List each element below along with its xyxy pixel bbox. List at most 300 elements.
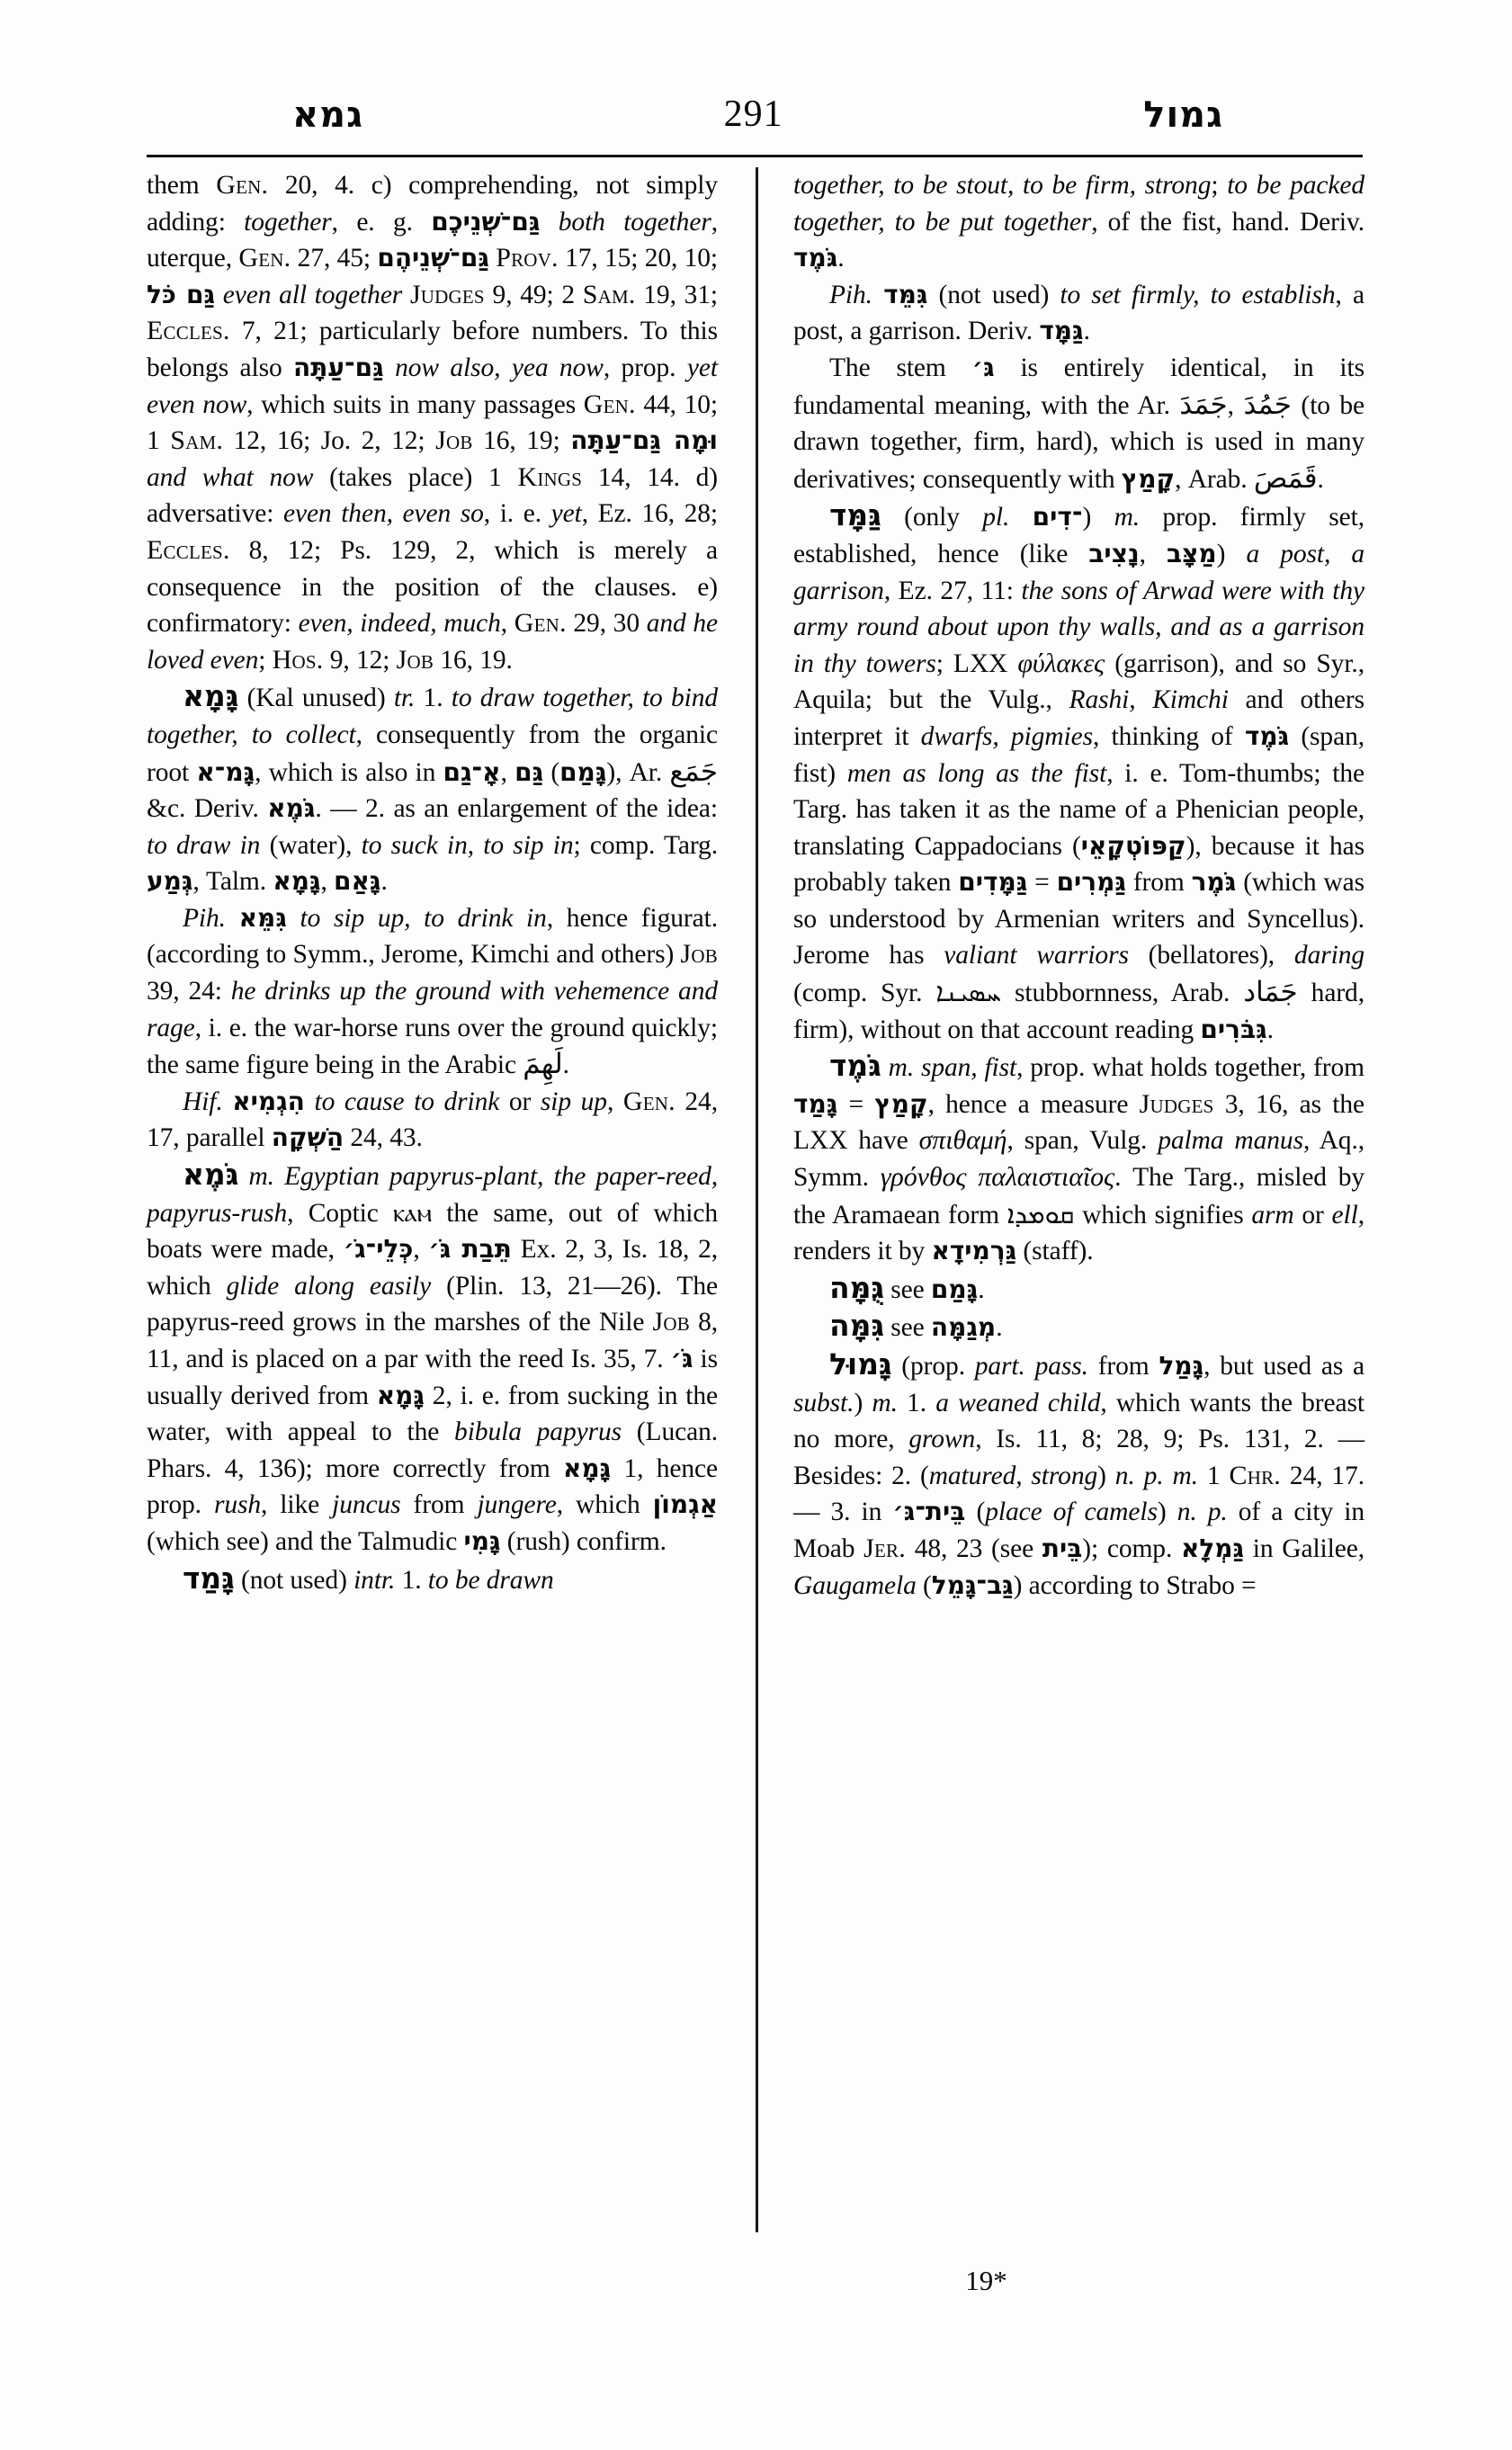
gloss-text: bibula papyrus [454,1417,622,1447]
hebrew-word: תֵּבַת גֹּ׳ [428,1234,512,1265]
right-column [775,167,1364,2263]
scripture-reference: Judges [1139,1088,1214,1119]
gloss-text: m. [872,1388,898,1417]
body-text: . [1317,464,1324,494]
entry-paragraph [793,497,1364,1048]
body-text: 7, 21; particularly before numbers. To this belongs also [147,317,718,382]
body-text: , Arab. [1175,464,1254,494]
body-text: , which wants the breast no more, [793,1388,1364,1454]
header-rule [147,155,1363,157]
hebrew-word: גּ׳ [971,352,995,382]
body-text: 1. [897,1388,936,1417]
hebrew-word: גָּמַד [793,1088,838,1119]
scripture-reference: Eccles. [147,316,230,346]
body-text: in Galilee, [1244,1533,1365,1563]
body-text: 9, 49; 2 [484,280,583,309]
body-text: , i. e. the war-horse runs over the ground quickly; the same figure being in the Arabic [147,1013,718,1080]
scripture-reference: Kings [517,461,583,492]
hebrew-word: גְּמַע [147,866,193,897]
body-text: , a post, a garrison. Deriv. [793,280,1364,346]
body-columns [147,167,1366,2263]
body-text [215,281,223,309]
scripture-reference: Judges [409,279,485,309]
hebrew-word: גִּבֹּרִים [1200,1014,1267,1044]
body-text: , Ez. 16, 28; [581,499,719,529]
body-text: 1. [395,1565,428,1595]
body-text: , [413,1235,429,1265]
entry-paragraph [147,1560,718,1599]
body-text: (Kal unused) [238,684,394,713]
body-text: . [380,867,388,897]
body-text: 1, hence prop. [147,1453,718,1520]
body-text [402,281,410,309]
hebrew-word: גָּמָא [563,1453,612,1483]
body-text: , which suits in many passages [246,389,584,419]
body-text: , [537,1162,554,1192]
entry-paragraph [147,1084,718,1157]
entry-paragraph [147,1157,718,1560]
body-text [384,353,395,382]
body-text: , [1139,539,1168,568]
coptic-word: ⲕⲁⲙ [393,1197,432,1228]
body-text: 48, 23 (see [905,1533,1042,1563]
body-text: &c. Deriv. [147,794,268,824]
scripture-reference: Gen. [238,243,291,273]
body-text: , which [556,1490,653,1520]
gloss-text: pl. [982,503,1010,532]
hebrew-word: גָּמִי [463,1525,501,1556]
gloss-text: both together [558,207,711,237]
scripture-reference: Job [435,425,473,456]
hebrew-word: קָמַץ [1121,463,1176,494]
entry-paragraph [147,678,718,900]
body-text: (rush) confirm. [500,1526,667,1556]
gloss-text: part. pass. [974,1352,1088,1381]
body-text [914,1053,921,1082]
body-text: 27, 45; [291,244,378,273]
hebrew-word: גָּמ־א [196,756,255,787]
hebrew-word: קָמַץ [874,1088,928,1119]
body-text: . [978,1274,985,1304]
body-text: 14, 14. d) adversative: [147,462,718,529]
scripture-reference: Job [396,644,434,675]
gloss-text: he drinks up the ground with vehemence and rage [147,977,718,1042]
body-text: hard, firm), without on that account reading [793,979,1364,1044]
hebrew-word: ־דִים [1032,502,1083,532]
hebrew-word: גָּמַם [559,756,607,787]
body-text: the same, out of which boats were made, [147,1198,719,1265]
body-text: , Aq., Symm. [793,1126,1364,1193]
body-text: , Coptic [287,1198,394,1228]
body-text: (which was so understood by Armenian writers and Syncellus). Jerome has [793,868,1364,970]
gloss-text: jungere [477,1490,557,1520]
gloss-text: to sip up, to drink in [300,903,547,933]
body-text: , Is. 11, 8; 28, 9; Ps. 131, 2. — Besides: 2. ( [793,1425,1364,1490]
running-head [144,70,1367,136]
body-text: (water), [260,830,362,860]
greek-word: γρόνθος παλαιστιαῖος [880,1162,1115,1193]
body-text [881,1053,889,1082]
body-text: ) [1082,503,1114,532]
gloss-text: n. p. m. [1114,1461,1198,1490]
hebrew-word: גֹּמֶר [1191,867,1237,898]
hebrew-word: מַצָּב [1167,538,1217,568]
body-text: . [1266,1015,1274,1044]
gloss-text: to cause to drink [314,1086,500,1116]
body-text [540,208,558,237]
body-text: . — 2. as an enlargement of the idea: [315,794,718,824]
gloss-text: tr. [393,684,416,713]
body-text: (only [881,503,983,532]
gloss-text: Egyptian papyrus-plant [284,1162,538,1192]
gloss-text: dwarfs, pigmies [920,721,1093,751]
hebrew-word: גַּמָּד [1039,316,1084,346]
body-text: 24, 17, parallel [147,1086,718,1153]
scripture-reference: Chr. [1229,1460,1281,1490]
arabic-word: جَمُدَ [1243,388,1292,421]
gloss-text: Rashi, Kimchi [1069,685,1229,715]
entry-headword: גָּמוּל [829,1346,892,1381]
body-text: ( [916,1570,932,1600]
body-text: , prop. [603,353,687,382]
body-text: from [1087,1352,1159,1381]
body-text: ; comp. Targ. [573,830,718,860]
body-text: (comp. Syr. [793,979,936,1008]
body-text: see [884,1313,931,1343]
hebrew-word: גַּרְמִידָא [931,1236,1017,1266]
body-text: of a city in Moab [793,1498,1364,1563]
hebrew-word: גַּם [514,756,544,787]
gloss-text: intr. [353,1565,396,1595]
page-number: 291 [723,94,783,135]
entry-headword: גִּמָּה [829,1308,884,1344]
gloss-text: ell [1331,1200,1358,1229]
gloss-text: a weaned child [935,1388,1101,1417]
gloss-text: arm [1251,1200,1294,1229]
hebrew-word: מְגַמָּה [930,1312,997,1343]
body-text: prop. firmly set, established, hence (like [793,503,1364,568]
body-text: ) according to Strabo = [1013,1570,1257,1600]
body-text: ); comp. [1082,1533,1181,1563]
body-text: (to be drawn together, firm, hard), which is used in many derivatives; consequently with [793,390,1365,494]
body-text: 3, 16, as the LXX have [793,1089,1365,1156]
scripture-reference: Sam. [170,425,224,456]
body-text: ) [854,1388,872,1417]
hebrew-word: גָּמַל [1159,1351,1204,1381]
column-gutter [738,167,775,2263]
hebrew-word: גָּמָא [376,1380,425,1410]
gloss-text: yet even now [147,353,718,419]
body-text: from [400,1490,478,1520]
signature-mark [0,2265,1512,2297]
gloss-text: m. [1114,503,1141,532]
body-text: ) [1216,539,1247,568]
entry-paragraph [793,1048,1364,1270]
gloss-text: n. p. [1176,1498,1228,1527]
gloss-text: grown [908,1425,976,1454]
body-text: (bellatores), [1128,941,1294,970]
entry-paragraph [793,1308,1364,1346]
greek-word: σπιθαμή [918,1125,1007,1156]
body-text: (span, fist) [793,721,1364,788]
entry-paragraph [147,900,718,1084]
gloss-text: span, fist [920,1053,1017,1083]
body-text: 9, 12; [323,645,397,675]
body-text: , Talm. [192,867,273,897]
body-text: = [1027,868,1057,898]
body-text: 24, 43. [344,1123,423,1153]
entry-headword: גֹּמֶד [829,1048,881,1084]
body-text: , prop. what holds together, from [1016,1053,1364,1083]
body-text: . [996,1313,1003,1343]
body-text: , like [261,1490,333,1520]
body-text: , [500,609,514,639]
body-text: 16, 19. [434,645,513,675]
body-text: , e. g. [331,207,432,237]
gloss-text: to draw together, to bind together, to collect [147,684,718,749]
entry-headword: גָּמָא [183,678,239,714]
gloss-text: Pih. [183,903,226,933]
gloss-text: the paper-reed, papyrus-rush [147,1162,719,1228]
body-text: (Lucan. Phars. 4, 136); more correctly from [147,1417,719,1483]
body-text: or [1293,1200,1332,1229]
gloss-text: even then, even so [282,499,484,529]
scripture-reference: Gen. [514,608,567,639]
body-text [872,281,883,309]
hebrew-word: גֹּמֶד [1244,720,1290,751]
hebrew-word: גַּם כֹּל [147,279,216,309]
body-text: ; LXX [935,648,1018,678]
arabic-word: لَهِمَ [523,1048,563,1081]
gloss-text: yet [550,499,582,529]
body-text: 29, 30 [566,609,647,639]
body-text: from [1125,868,1192,898]
scripture-reference: Gen. [583,389,636,419]
scripture-reference: Hos. [272,644,324,675]
left-column [147,167,738,2263]
gloss-text: m. [248,1162,274,1192]
hebrew-word: גַּמְלָא [1180,1533,1245,1563]
scripture-reference: Jer. [863,1533,906,1563]
body-text: (which see) and the Talmudic [147,1526,464,1556]
hebrew-word: גֹּמֶד [793,243,838,273]
entry-paragraph [793,1346,1364,1604]
body-text: ; [258,645,273,675]
gloss-text: now also, yea now [395,353,604,382]
scripture-reference: Eccles. [147,534,230,565]
body-text: 12, 16; Jo. 2, 12; [223,426,436,456]
body-text: , renders it by [793,1200,1364,1266]
running-head-left-hebrew: גמא [292,94,363,136]
arabic-word: جَمَع [669,755,718,788]
body-text: , thinking of [1092,721,1245,751]
hebrew-word: בֵּית־גּ׳ [892,1497,966,1527]
gloss-text: rush [213,1490,261,1520]
body-text: , consequently from the organic root [147,720,718,787]
scripture-reference: Job [652,1307,690,1337]
gloss-text: Hif. [183,1086,223,1116]
body-text: , uterque, [147,207,718,273]
gloss-text: the sons of Arwad were with thy army round about upon thy walls, and as a garrison in thy towers [793,576,1364,678]
body-text: is usually derived from [147,1345,718,1410]
arabic-word: قَمَصَ [1253,461,1318,495]
body-text: , [606,1086,623,1116]
body-text: The stem [829,353,972,382]
body-text: which signifies [1074,1200,1252,1229]
body-text: , hence a measure [927,1089,1140,1119]
gloss-text: glide along easily [226,1271,432,1301]
signature-mark-value: 19* [965,2265,1007,2296]
hebrew-word: הַשְׁקָה [271,1122,344,1153]
hebrew-word: כְּלֵי־גֹ׳ [343,1234,414,1265]
body-text: , [320,867,335,897]
hebrew-word: גֹּמֶא [267,793,316,824]
body-text: . [1083,317,1090,346]
gloss-text: men as long as the fist [846,758,1107,788]
body-text: 8, 11, and is placed on a par with the reed Is. 35, 7. [147,1308,719,1373]
gloss-text: Pih. [829,280,872,309]
gloss-text: Gaugamela [793,1570,917,1600]
hebrew-word: גַּמָּדִים [958,867,1028,898]
hebrew-word: אַגְמוֹן [652,1489,718,1520]
gloss-text: together, to be stout, to be firm, strong [793,171,1212,200]
body-text: (garrison), and so Syr., Aquila; but the Vulg., [793,648,1364,715]
entry-headword: גָּמַד [183,1560,235,1596]
body-text: , i. e. [483,499,551,529]
hebrew-word: גָּמָא [273,866,321,897]
body-text [238,1162,248,1191]
body-text: 39, 24: [147,977,231,1006]
body-text: see [884,1274,931,1304]
gloss-text: palma manus [1158,1126,1303,1156]
body-text: , i. e. Tom-thumbs; the Targ. has taken it as the name of a Phenician people, translating Cappadocians ( [793,758,1365,861]
hebrew-word: גָּאַם [334,866,381,897]
hebrew-word: גָּמַם [930,1274,979,1304]
body-text: , [1227,390,1244,420]
gloss-text: to suck in, to sip in [361,830,574,860]
body-text [226,904,239,933]
hebrew-word: גַּם־שְׁנֵיהֶם [377,243,489,273]
entry-paragraph [793,1270,1364,1309]
entry-headword: גֹּמֶא [183,1157,239,1193]
running-head-right-hebrew: גמול [1143,94,1223,136]
gloss-text: to be drawn [427,1565,554,1595]
body-text: ( [543,757,560,787]
entry-paragraph [793,167,1364,277]
body-text: ) [1157,1498,1177,1527]
gloss-text: valiant warriors [944,941,1129,970]
body-text [287,904,300,933]
body-text: 8, 12; Ps. 129, 2, which is merely a consequence in the position of the clauses. e) confirmatory: [147,535,718,639]
scripture-reference: Gen. [216,170,269,200]
gloss-text: sip up [540,1086,607,1116]
gloss-text: m. [888,1053,915,1083]
body-text: . [562,1051,570,1080]
body-text: , Ez. 27, 11: [883,576,1022,605]
entry-paragraph [793,350,1364,497]
hebrew-word: גִּמֵּא [238,902,287,933]
body-text: is entirely identical, in its fundamental meaning, with the Ar. [793,353,1364,420]
hebrew-word: נָצִיב [1088,538,1140,568]
hebrew-word: אָ־גַם [443,756,501,787]
hebrew-word: גִּמֵּד [883,279,928,309]
body-text: (not used) [927,280,1060,309]
body-text: ) [1097,1461,1115,1490]
body-text: 24, 17. — 3. in [793,1461,1365,1527]
body-text [305,1087,315,1116]
gloss-text: to be packed together, to be put together [793,171,1364,237]
hebrew-word: גַּם־עַתָּה [293,352,384,382]
gloss-text: even, indeed, much [298,609,501,639]
body-text: Ex. 2, 3, Is. 18, 2, which [147,1235,718,1301]
entry-headword: גַּמָּד [829,497,881,533]
body-text: , but used as a [1203,1352,1364,1381]
gloss-text: daring [1293,941,1364,970]
body-text: . The Targ., misled by the Aramaean form [793,1163,1365,1229]
scripture-reference: Sam. [582,279,636,309]
body-text: them [147,171,217,200]
body-text: . [837,244,845,273]
hebrew-word: גַּם־שְׁנֵיכֶם [431,206,541,237]
body-text: , which is also in [255,757,443,787]
scripture-reference: Prov. [496,243,559,273]
body-text: , hence figurat. (according to Symm., Jerome, Kimchi and others) [147,903,718,970]
body-text: ; [1211,171,1228,200]
body-text: = [837,1089,875,1119]
body-text: and others interpret it [793,685,1364,751]
body-text [1009,503,1032,532]
body-text: (takes place) 1 [313,462,518,492]
body-text: (staff). [1016,1237,1094,1266]
body-text: 1 [1198,1461,1230,1490]
scripture-reference: Job [680,939,718,970]
body-text [274,1162,284,1191]
body-text: , span, Vulg. [1007,1126,1159,1156]
body-text: (Plin. 13, 21—26). The papyrus-reed grows in the marshes of the Nile [147,1271,718,1337]
body-text: 44, 10; 1 [147,389,718,456]
hebrew-word: הִגְמִיא [232,1086,305,1116]
hebrew-word: גֹּ׳ [670,1344,693,1373]
arabic-word: جَمَدَ [1179,388,1228,421]
gloss-text: a post, a garrison [793,539,1364,605]
gloss-text: subst. [793,1388,854,1417]
gloss-text: place of camels [985,1498,1158,1527]
body-text: or [499,1086,541,1116]
gloss-text: together [244,207,332,237]
gloss-text: to set firmly, to establish [1060,280,1336,309]
body-text [223,1087,233,1116]
greek-word: φύλακες [1017,648,1105,678]
body-text: 19, 31; [635,280,718,309]
syriac-word: ܚܣܝܢܐ [935,977,1001,1008]
body-text: 20, 4. c) comprehending, not simply adding: [147,171,718,237]
gloss-text: matured, strong [928,1461,1098,1490]
body-text: 2, i. e. from sucking in the water, with appeal to the [147,1381,718,1447]
hebrew-word: וּמָה גַּם־עַתָּה [570,425,718,456]
entry-headword: גֻּמָּה [829,1269,884,1305]
hebrew-word: קַפּוֹטְקָאֵי [1080,830,1186,861]
column-divider-rule [756,167,758,2232]
gloss-text: to draw in [147,830,261,860]
gloss-text: and he loved even [147,609,718,675]
body-text: , [500,757,515,787]
body-text: (prop. [891,1352,975,1381]
hebrew-word: בֵּית [1042,1533,1083,1563]
entry-paragraph [147,167,718,678]
entry-paragraph [793,277,1364,350]
body-text: (not used) [234,1565,354,1595]
body-text: 17, 15; 20, 10; [558,244,719,273]
